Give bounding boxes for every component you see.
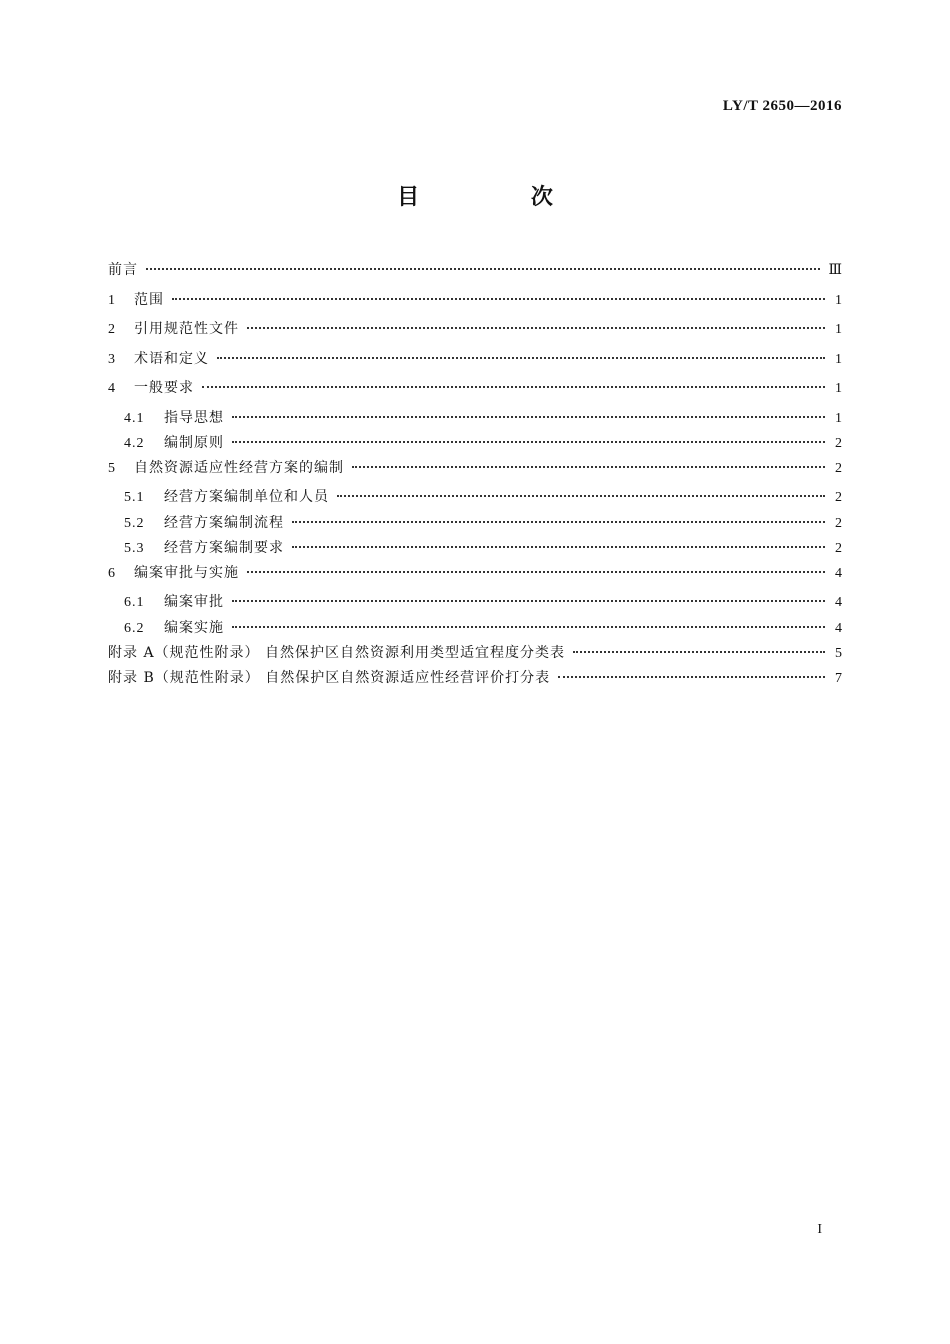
- toc-entry-5-1[interactable]: [108, 486, 843, 511]
- toc-entry-label: 一般要求: [134, 380, 194, 396]
- toc-entry-page: 1: [835, 322, 843, 337]
- toc-entry-page: 2: [835, 515, 843, 531]
- toc-entry-appendix-a[interactable]: [108, 642, 843, 667]
- toc-entry-number: 6.1: [124, 595, 145, 611]
- toc-leader-dots: [217, 357, 825, 359]
- toc-entry-page: 2: [835, 540, 843, 556]
- toc-leader-dots: [337, 495, 825, 497]
- toc-entry-label: 附录 B（规范性附录） 自然保护区自然资源适应性经营评价打分表: [108, 669, 551, 686]
- toc-entry-label: 编案审批与实施: [134, 564, 239, 581]
- toc-entry-number: 6: [108, 565, 116, 581]
- toc-leader-dots: [573, 651, 825, 653]
- toc-entry-appendix-b[interactable]: [108, 667, 843, 692]
- toc-entry-4[interactable]: [108, 377, 843, 407]
- toc-entry-page: 4: [835, 565, 843, 581]
- toc-entry-6-2[interactable]: [108, 617, 843, 642]
- toc-entry-label: 前言: [108, 262, 138, 278]
- toc-entry-page: 5: [835, 645, 843, 661]
- toc-entry-number: 6.2: [124, 620, 145, 636]
- toc-entry-number: 1: [108, 292, 116, 308]
- toc-entry-6-1[interactable]: [108, 591, 843, 616]
- toc-entry-page: Ⅲ: [828, 263, 843, 278]
- toc-entry-5[interactable]: [108, 457, 843, 487]
- toc-entry-page: 1: [835, 292, 843, 308]
- toc-leader-dots: [172, 298, 825, 300]
- toc-entry-label: 术语和定义: [134, 350, 209, 367]
- toc-entry-5-3[interactable]: [108, 537, 843, 562]
- toc-entry-label: 经营方案编制要求: [164, 539, 284, 556]
- toc-entry-6[interactable]: [108, 562, 843, 592]
- toc-entry-page: 1: [835, 381, 843, 396]
- toc-entry-number: 4: [108, 381, 116, 396]
- toc-entry-number: 5.2: [124, 515, 145, 531]
- toc-entry-4-2[interactable]: [108, 432, 843, 457]
- toc-entry-number: 5.3: [124, 540, 145, 556]
- toc-entry-number: 4.2: [124, 435, 145, 451]
- toc-entry-label: 范围: [134, 291, 164, 308]
- toc-entry-page: 4: [835, 620, 843, 636]
- toc-entry-number: 5.1: [124, 490, 145, 506]
- toc-entry-label: 经营方案编制单位和人员: [164, 489, 329, 506]
- toc-entry-number: 2: [108, 322, 116, 337]
- toc-entry-page: 2: [835, 435, 843, 451]
- toc-leader-dots: [292, 521, 825, 523]
- toc-entry-label: 编制原则: [164, 434, 224, 451]
- toc-entry-2[interactable]: [108, 318, 843, 348]
- toc-leader-dots: [352, 466, 825, 468]
- toc-leader-dots: [232, 626, 825, 628]
- toc-leader-dots: [247, 571, 825, 573]
- toc-leader-dots: [247, 327, 825, 329]
- page-number: I: [817, 1222, 822, 1237]
- toc-entry-number: 5: [108, 460, 116, 476]
- toc-entry-5-2[interactable]: [108, 512, 843, 537]
- toc-leader-dots: [232, 441, 825, 443]
- toc-entry-label: 指导思想: [164, 409, 224, 426]
- toc-entry-label: 编案审批: [164, 594, 224, 611]
- toc-leader-dots: [232, 600, 825, 602]
- toc-entry-label: 自然资源适应性经营方案的编制: [134, 459, 344, 476]
- toc-entry-page: 1: [835, 410, 843, 426]
- toc-leader-dots: [292, 546, 825, 548]
- toc-entry-label: 经营方案编制流程: [164, 514, 284, 531]
- toc-entry-1[interactable]: [108, 289, 843, 319]
- toc-entry-4-1[interactable]: [108, 407, 843, 432]
- toc-entry-label: 附录 A（规范性附录） 自然保护区自然资源利用类型适宜程度分类表: [108, 644, 566, 661]
- toc-entry-label: 引用规范性文件: [134, 321, 239, 337]
- toc-entry-page: 1: [835, 351, 843, 367]
- toc-title: 目 次: [397, 185, 605, 210]
- toc-leader-dots: [558, 676, 825, 678]
- toc-entry-number: 3: [108, 351, 116, 367]
- toc-leader-dots: [146, 268, 820, 270]
- toc-entry-page: 4: [835, 595, 843, 611]
- toc-entry-foreword[interactable]: [108, 259, 843, 289]
- table-of-contents: [108, 259, 843, 692]
- toc-leader-dots: [202, 386, 825, 388]
- toc-entry-page: 2: [835, 490, 843, 506]
- toc-entry-number: 4.1: [124, 410, 145, 426]
- toc-entry-3[interactable]: [108, 348, 843, 378]
- toc-entry-page: 2: [835, 460, 843, 476]
- toc-entry-page: 7: [835, 670, 843, 686]
- toc-leader-dots: [232, 416, 825, 418]
- standard-code: LY/T 2650—2016: [722, 98, 842, 114]
- toc-entry-label: 编案实施: [164, 619, 224, 636]
